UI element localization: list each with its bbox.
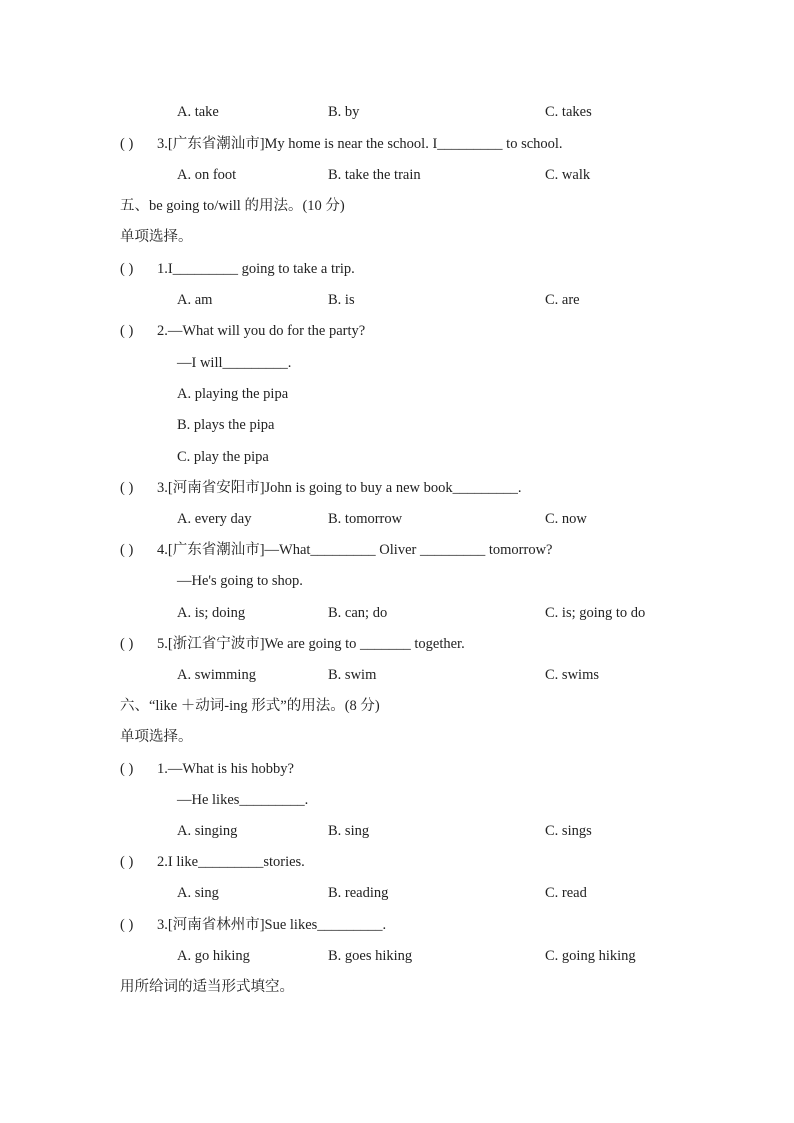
option-b[interactable]: B. swim [328,667,377,683]
option-b[interactable]: B. reading [328,885,389,901]
option-b[interactable]: B. sing [328,823,370,839]
option-c[interactable]: C. walk [545,167,591,183]
question-text: 4.[广东省潮汕市]—What_________ Oliver _________ tomorrow? [157,542,553,558]
answer-paren[interactable]: ( ) [120,761,134,777]
option-a[interactable]: A. am [177,292,213,308]
s5-q4-answer-line: —He's going to shop. [177,573,303,589]
answer-paren[interactable]: ( ) [120,917,134,933]
question-text: 1.I_________ going to take a trip. [157,261,355,277]
section5-instruction: 单项选择。 [120,229,193,245]
option-c[interactable]: C. now [545,511,587,527]
option-a[interactable]: A. sing [177,885,219,901]
fill-in-instruction: 用所给词的适当形式填空。 [120,979,294,995]
option-c[interactable]: C. going hiking [545,948,636,964]
answer-paren[interactable]: ( ) [120,136,134,152]
question-text: 3.[广东省潮汕市]My home is near the school. I_________ to school. [157,136,563,152]
answer-paren[interactable]: ( ) [120,480,134,496]
answer-paren[interactable]: ( ) [120,542,134,558]
option-a[interactable]: A. singing [177,823,238,839]
option-b[interactable]: B. can; do [328,605,388,621]
section6-instruction: 单项选择。 [120,729,193,745]
option-b[interactable]: B. by [328,104,360,120]
s6-q1-answer-line: —He likes_________. [177,792,309,808]
s5-q2-answer-line: —I will_________. [177,355,292,371]
answer-paren[interactable]: ( ) [120,261,134,277]
option-c[interactable]: C. takes [545,104,592,120]
answer-paren[interactable]: ( ) [120,323,134,339]
option-b[interactable]: B. is [328,292,355,308]
question-text: 3.[河南省安阳市]John is going to buy a new book_________. [157,480,522,496]
option-c[interactable]: C. swims [545,667,599,683]
option-c[interactable]: C. are [545,292,580,308]
answer-paren[interactable]: ( ) [120,636,134,652]
option-a[interactable]: A. swimming [177,667,256,683]
option-b[interactable]: B. plays the pipa [177,417,275,433]
section6-heading: 六、“like ＋动词-ing 形式”的用法。(8 分) [120,698,380,714]
option-c[interactable]: C. is; going to do [545,605,646,621]
option-b[interactable]: B. goes hiking [328,948,413,964]
option-c[interactable]: C. sings [545,823,592,839]
option-a[interactable]: A. playing the pipa [177,386,289,402]
option-a[interactable]: A. is; doing [177,605,246,621]
answer-paren[interactable]: ( ) [120,854,134,870]
question-text: 5.[浙江省宁波市]We are going to _______ together. [157,636,465,652]
question-text: 3.[河南省林州市]Sue likes_________. [157,917,387,933]
option-a[interactable]: A. on foot [177,167,237,183]
question-text: 2.—What will you do for the party? [157,323,366,339]
option-c[interactable]: C. play the pipa [177,449,269,465]
question-text: 1.—What is his hobby? [157,761,294,777]
option-a[interactable]: A. take [177,104,219,120]
option-b[interactable]: B. take the train [328,167,421,183]
section5-heading: 五、be going to/will 的用法。(10 分) [120,198,345,214]
option-a[interactable]: A. go hiking [177,948,250,964]
option-a[interactable]: A. every day [177,511,252,527]
question-text: 2.I like_________stories. [157,854,305,870]
option-b[interactable]: B. tomorrow [328,511,403,527]
option-c[interactable]: C. read [545,885,587,901]
